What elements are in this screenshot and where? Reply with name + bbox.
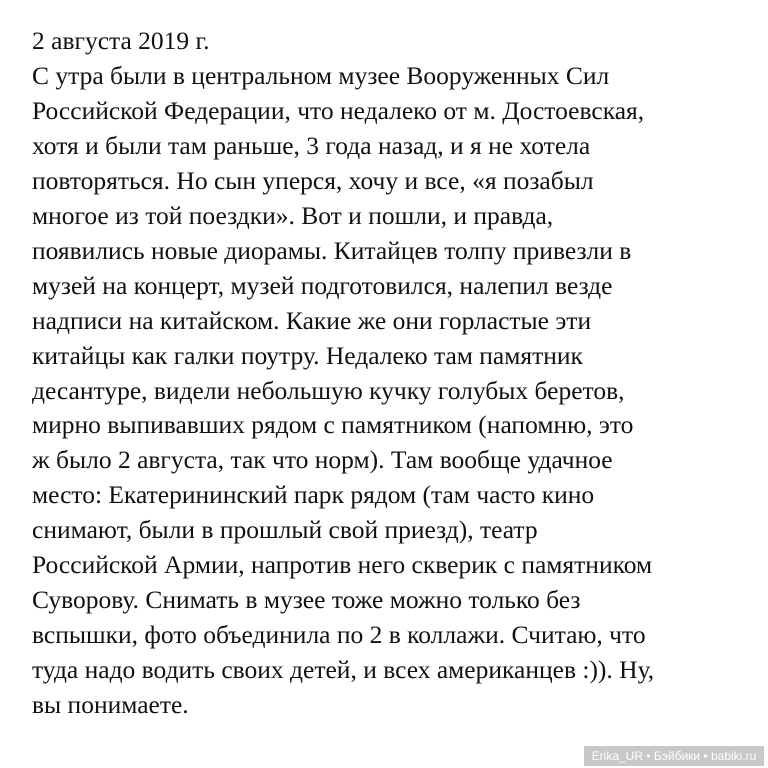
text-line: С утра были в центральном музее Вооруженных Сил [32, 60, 610, 90]
text-line: вспышки, фото объединила по 2 в коллажи. Считаю, что [32, 620, 646, 650]
text-line: ж было 2 августа, так что норм). Там вообще удачное [32, 445, 613, 475]
text-line: появились новые диорамы. Китайцев толпу привезли в [32, 235, 632, 265]
text-line: вы понимаете. [32, 690, 189, 720]
text-line: надписи на китайском. Какие же они горластые эти [32, 305, 592, 335]
text-line: музей на концерт, музей подготовился, налепил везде [32, 270, 613, 300]
text-line: мирно выпивавших рядом с памятником (напомню, это [32, 410, 634, 440]
date-heading: 2 августа 2019 г. [32, 26, 210, 55]
text-line: десантуре, видели небольшую кучку голубых беретов, [32, 375, 625, 405]
text-line: китайцы как галки поутру. Недалеко там памятник [32, 340, 583, 370]
watermark: Erika_UR • Бэйбики • babiki.ru [584, 746, 764, 766]
text-line: снимают, были в прошлый свой приезд), театр [32, 515, 538, 545]
text-line: Российской Федерации, что недалеко от м. Достоевская, [32, 95, 645, 125]
text-line: Российской Армии, напротив него скверик с памятником [32, 550, 653, 580]
diary-text [32, 24, 654, 723]
text-line: туда надо водить своих детей, и всех американцев :)). Ну, [32, 655, 655, 685]
text-line: многое из той поездки». Вот и пошли, и правда, [32, 200, 554, 230]
text-line: хотя и были там раньше, 3 года назад, и я не хотела [32, 130, 591, 160]
text-line: повторяться. Но сын уперся, хочу и все, «я позабыл [32, 165, 594, 195]
text-line: место: Екатерининский парк рядом (там часто кино [32, 480, 595, 510]
text-line: Суворову. Снимать в музее тоже можно только без [32, 585, 581, 615]
